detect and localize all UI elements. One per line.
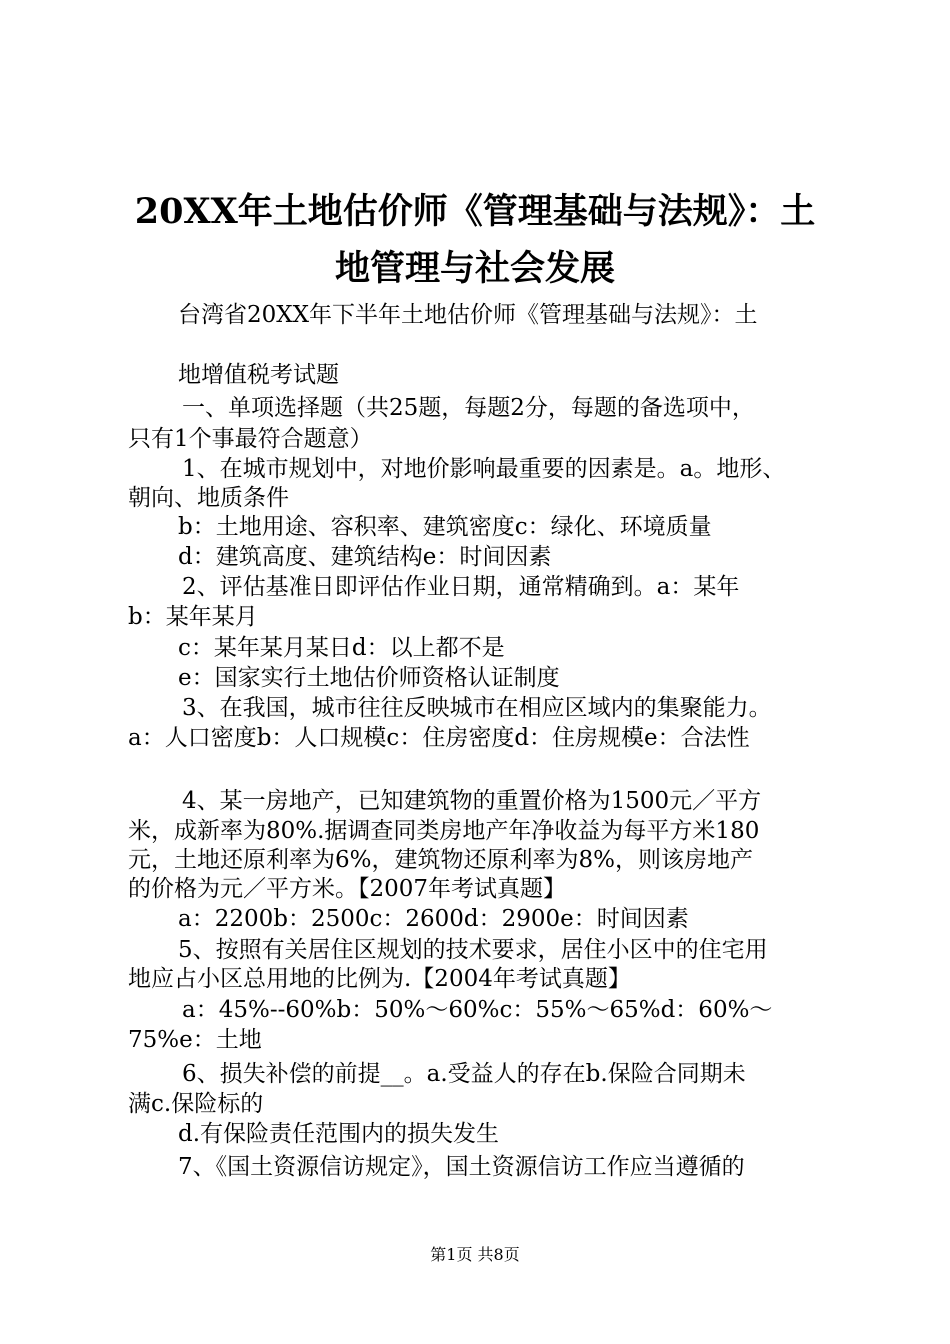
question-line: 4、某一房地产，已知建筑物的重置价格为1500元／平方 [182, 788, 762, 814]
option-line: e：国家实行土地估价师资格认证制度 [178, 665, 560, 691]
question-line: 5、按照有关居住区规划的技术要求，居住小区中的住宅用 [178, 937, 768, 963]
option-line: d.有保险责任范围内的损失发生 [178, 1121, 500, 1147]
body-line: 只有1个事最符合题意） [128, 426, 373, 452]
body-line: 米，成新率为80%.据调查同类房地产年净收益为每平方米180 [128, 818, 760, 844]
option-line: a：45%--60%b：50%～60%c：55%～65%d：60%～ [182, 997, 773, 1023]
body-line: 地增值税考试题 [178, 362, 339, 388]
option-line: 75%e：土地 [128, 1027, 262, 1053]
question-line: 3、在我国，城市往往反映城市在相应区域内的集聚能力。 [182, 695, 772, 721]
body-line: 地应占小区总用地的比例为.【2004年考试真题】 [128, 966, 631, 992]
body-line: 元，土地还原利率为6%，建筑物还原利率为8%，则该房地产 [128, 847, 753, 873]
option-line: b：土地用途、容积率、建筑密度c：绿化、环境质量 [178, 514, 712, 540]
body-line: 朝向、地质条件 [128, 485, 289, 511]
option-line: a：人口密度b：人口规模c：住房密度d：住房规模e：合法性 [128, 725, 750, 751]
question-line: 7、《国土资源信访规定》，国土资源信访工作应当遵循的 [178, 1154, 745, 1180]
option-line: 满c.保险标的 [128, 1091, 264, 1117]
body-line: 的价格为元／平方米。【2007年考试真题】 [128, 876, 567, 902]
page-number-footer: 第1页 共8页 [430, 1245, 520, 1264]
document-title-line-1: 20XX年土地估价师《管理基础与法规》：土 [134, 191, 816, 232]
section-heading: 一、单项选择题（共25题，每题2分，每题的备选项中， [182, 395, 755, 421]
option-line: c：某年某月某日d：以上都不是 [178, 635, 505, 661]
document-title-line-2: 地管理与社会发展 [334, 248, 615, 289]
option-line: d：建筑高度、建筑结构e：时间因素 [178, 544, 552, 570]
question-line: 6、损失补偿的前提__。a.受益人的存在b.保险合同期未 [182, 1061, 746, 1087]
question-line: 1、在城市规划中，对地价影响最重要的因素是。a。地形、 [182, 456, 786, 482]
question-line: 2、评估基准日即评估作业日期，通常精确到。a：某年 [182, 574, 740, 600]
option-line: a：2200b：2500c：2600d：2900e：时间因素 [178, 906, 689, 932]
option-line: b：某年某月 [128, 604, 258, 630]
body-line: 台湾省20XX年下半年土地估价师《管理基础与法规》：土 [178, 302, 758, 328]
